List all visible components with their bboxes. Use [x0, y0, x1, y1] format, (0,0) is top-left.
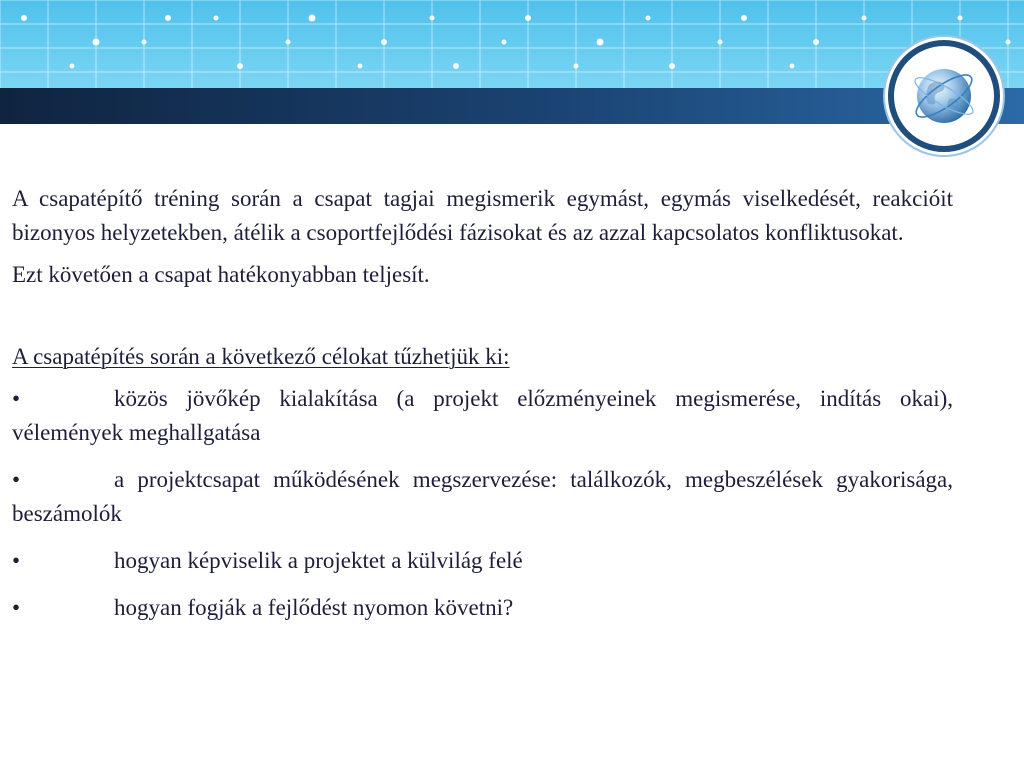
spacer [12, 306, 953, 340]
bullet-icon: • [12, 548, 21, 573]
globe-icon [909, 61, 979, 131]
goal-item [12, 591, 953, 625]
goals-heading: A csapatépítés során a következő célokat tűzhetjük ki: [12, 344, 510, 369]
bullet-icon: • [12, 467, 21, 492]
slide-content [12, 182, 953, 638]
goal-text: a projektcsapat működésének megszervezése: találkozók, megbeszélések gyakorisága, beszámolók [12, 467, 953, 526]
header-banner [0, 0, 1024, 124]
goal-item [12, 463, 953, 531]
goal-text: hogyan fogják a fejlődést nyomon követni? [114, 595, 514, 620]
globe-logo-badge [888, 40, 1000, 152]
intro-paragraph: A csapatépítő tréning során a csapat tagjai megismerik egymást, egymás viselkedését, reakcióit bizonyos helyzetekben, átélik a csoportfejlődési fázisokat és az azzal kapcsolatos konfliktusokat. [12, 186, 953, 245]
bullet-icon: • [12, 595, 21, 620]
goal-text: hogyan képviselik a projektet a külvilág felé [114, 548, 523, 573]
banner-graphic [0, 0, 1024, 124]
goal-item [12, 544, 953, 578]
goal-text: közös jövőkép kialakítása (a projekt előzményeinek megismerése, indítás okai), vélemények meghallgatása [12, 386, 953, 445]
goal-item [12, 382, 953, 450]
bullet-icon: • [12, 386, 21, 411]
result-paragraph: Ezt követően a csapat hatékonyabban teljesít. [12, 262, 430, 287]
